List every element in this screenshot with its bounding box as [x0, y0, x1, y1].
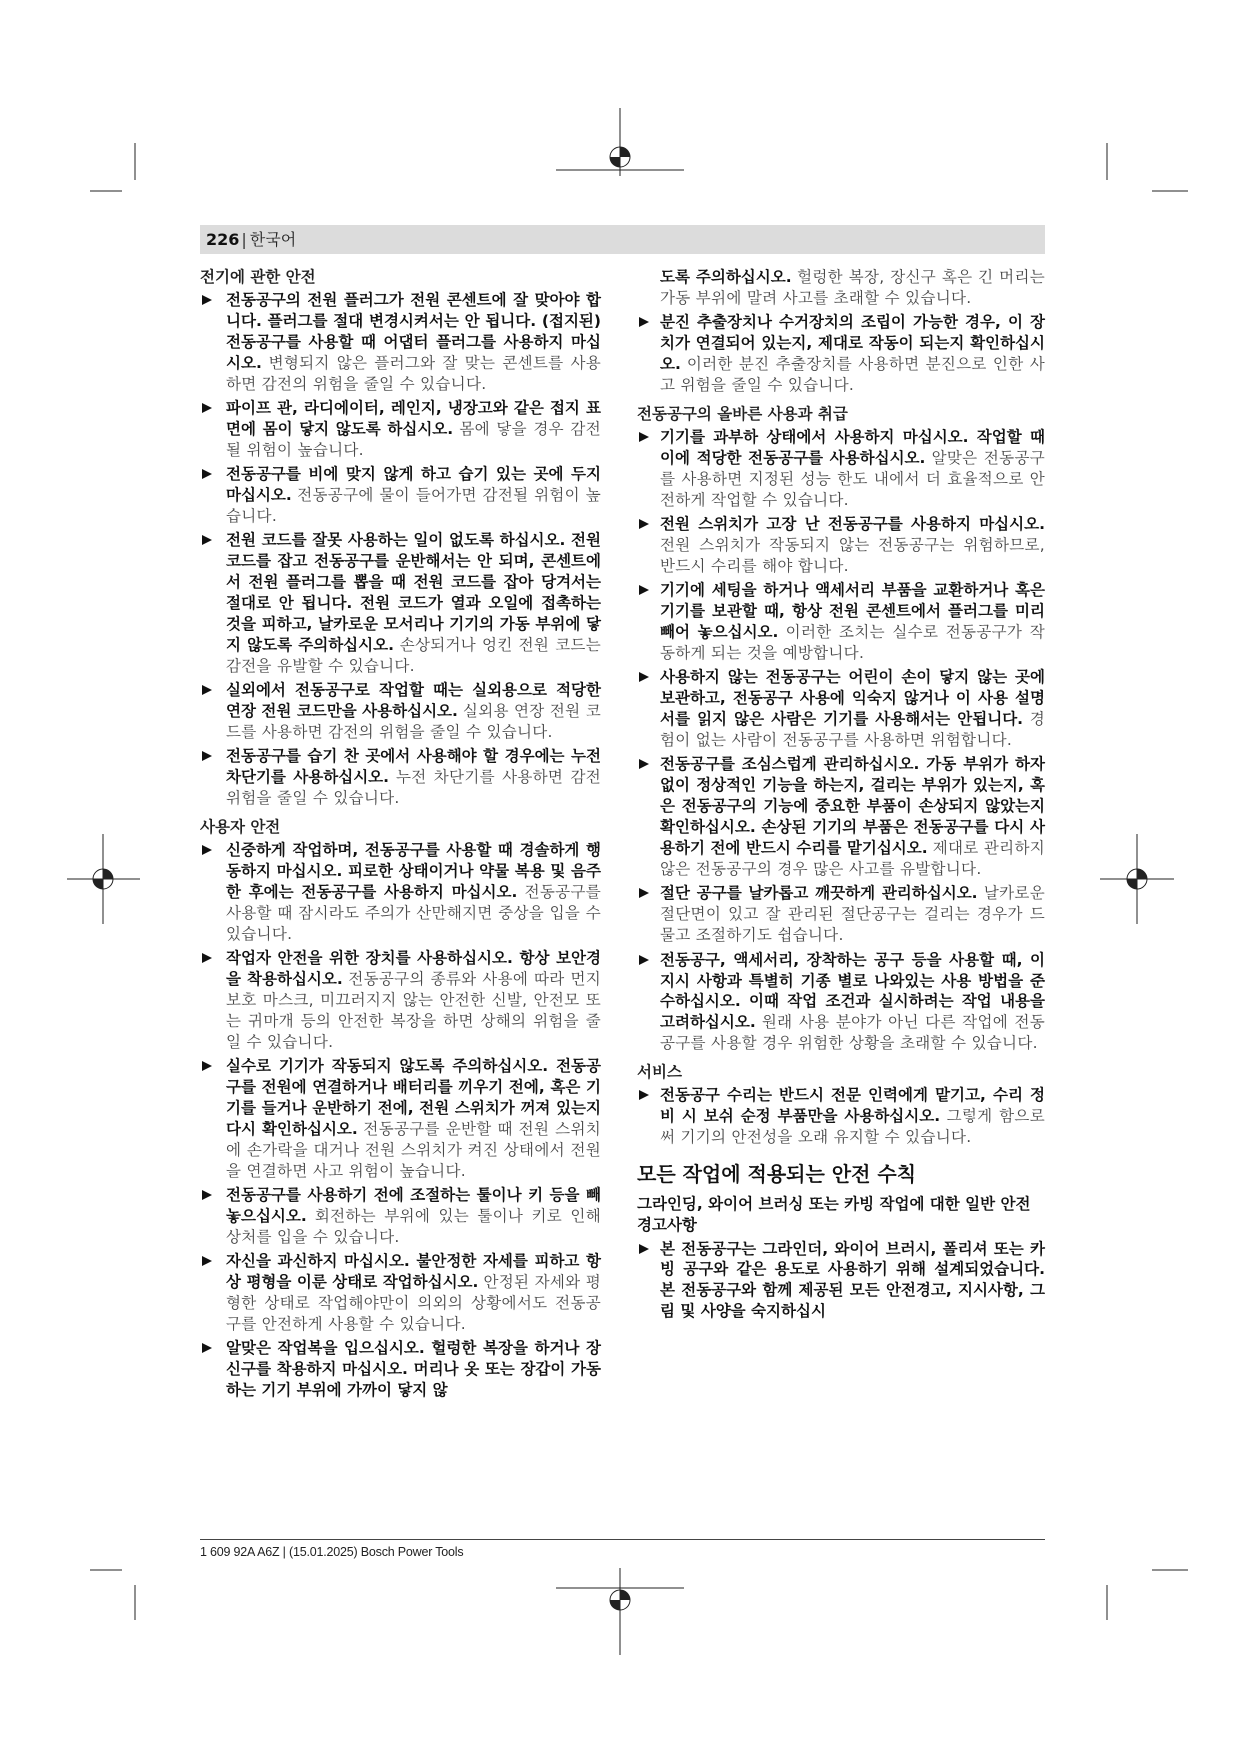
bullet-instruction: 파이프 관, 라디에이터, 레인지, 냉장고와 같은 접지 표면에 몸이 닿지 않도록 하십시오. — [226, 398, 601, 438]
page-number: 226 — [206, 230, 240, 249]
bullet-instruction: 전동공구를 사용하기 전에 조절하는 툴이나 키 등을 빼 놓으십시오. — [226, 1186, 601, 1225]
bullet-explanation: 헐렁한 복장, 장신구 혹은 긴 머리는 가동 부위에 말려 사고를 초래할 수 있습니다. — [660, 268, 1046, 307]
bullet-explanation: 누전 차단기를 사용하면 감전 위험을 줄일 수 있습니다. — [226, 768, 601, 808]
registration-wedge — [610, 157, 620, 167]
bullet-item — [200, 948, 601, 1053]
bullet-triangle-icon — [639, 672, 649, 682]
bullet-item — [637, 883, 1045, 946]
bullet-explanation: 실외용 연장 전원 코드를 사용하면 감전의 위험을 줄일 수 있습니다. — [226, 702, 601, 742]
header-separator: | — [241, 230, 247, 249]
registration-wedge — [1137, 869, 1147, 879]
bullet-explanation: 전동공구에 물이 들어가면 감전될 위험이 높습니다. — [226, 486, 601, 525]
bullet-instruction: 신중하게 작업하며, 전동공구를 사용할 때 경솔하게 행동하지 마십시오. 피로한 상태이거나 약물 복용 및 음주한 후에는 전동공구를 사용하지 마십시오. — [226, 841, 601, 901]
bullet-triangle-icon — [202, 751, 212, 761]
registration-mark-top — [556, 108, 684, 176]
bullet-instruction: 작업자 안전을 위한 장치를 사용하십시오. 항상 보안경을 착용하십시오. — [226, 949, 601, 988]
registration-wedge — [620, 147, 630, 157]
bullet-item — [200, 290, 601, 395]
bullet-instruction: 전동공구의 전원 플러그가 전원 콘센트에 잘 맞아야 합니다. 플러그를 절대 변경시켜서는 안 됩니다. (접지된) 전동공구를 사용할 때 어댑터 플러그를 사용하지 마십시오. — [226, 290, 601, 372]
bullet-instruction: 절단 공구를 날카롭고 깨끗하게 관리하십시오. — [660, 884, 978, 903]
bullet-triangle-icon — [639, 1090, 649, 1100]
section-heading: 전동공구의 올바른 사용과 취급 — [637, 404, 848, 423]
bullet-item — [637, 950, 1045, 1055]
bullet-instruction: 분진 추출장치나 수거장치의 조립이 가능한 경우, 이 장치가 연결되어 있는지, 제대로 작동이 되는지 확인하십시오. — [660, 313, 1045, 374]
bullet-item — [200, 746, 601, 809]
bullet-instruction: 사용하지 않는 전동공구는 어린이 손이 닿지 않는 곳에 보관하고, 전동공구 사용에 익숙지 않거나 이 사용 설명서를 읽지 않은 사람은 기기를 사용해서는 안됩니다. — [660, 668, 1045, 729]
bullet-instruction: 기기를 과부하 상태에서 사용하지 마십시오. 작업할 때 이에 적당한 전동공구를 사용하십시오. — [660, 427, 1045, 467]
bullet-explanation: 원래 사용 분야가 아닌 다른 작업에 전동공구를 사용할 경우 위험한 상황을 초래할 수 있습니다. — [660, 1013, 1045, 1053]
header-language: 한국어 — [249, 230, 297, 249]
left-column — [200, 267, 601, 1405]
bullet-item — [200, 530, 601, 676]
section-heading: 사용자 안전 — [200, 818, 281, 837]
bullet-triangle-icon — [202, 403, 212, 413]
bullet-item — [200, 464, 601, 527]
bullet-triangle-icon — [639, 759, 649, 769]
bullet-triangle-icon — [202, 295, 212, 305]
bullet-item — [200, 840, 601, 945]
bullet-instruction: 본 전동공구는 그라인더, 와이어 브러시, 폴리셔 또는 카빙 공구와 같은 용도로 사용하기 위해 설계되었습니다. 본 전동공구와 함께 제공된 모든 안전경고, 지시사항, 그림 및 사양을 숙지하십시 — [660, 1239, 1045, 1321]
bullet-instruction: 실외에서 전동공구로 작업할 때는 실외용으로 적당한 연장 전원 코드만을 사용하십시오. — [226, 681, 601, 721]
bullet-triangle-icon — [202, 685, 212, 695]
bullet-explanation: 전원 스위치가 작동되지 않는 전동공구는 위험하므로, 반드시 수리를 해야 합니다. — [660, 535, 1045, 575]
bullet-item — [637, 312, 1045, 396]
subsection-heading: 그라인딩, 와이어 브러싱 또는 카빙 작업에 대한 일반 안전 경고사항 — [637, 1194, 1031, 1234]
bullet-instruction: 전원 코드를 잘못 사용하는 일이 없도록 하십시오. 전원 코드를 잡고 전동공구를 운반해서는 안 되며, 콘센트에서 전원 플러그를 뽑을 때 전원 코드를 잡아 당겨서는 절대로 안 됩니다. 전원 코드가 열과 오일에 접촉하는 것을 피하고, 날카로운 모서리나 기기의 가동 부위에 닿지 않도록 주의하십시오. — [226, 531, 601, 654]
bullet-triangle-icon — [202, 535, 212, 545]
bullet-instruction: 전원 스위치가 고장 난 전동공구를 사용하지 마십시오. — [660, 514, 1045, 533]
registration-wedge — [93, 879, 103, 889]
bullet-instruction: 실수로 기기가 작동되지 않도록 주의하십시오. 전동공구를 전원에 연결하거나 배터리를 끼우기 전에, 혹은 기기를 들거나 운반하기 전에, 전원 스위치가 꺼져 있는지 다시 확인하십시오. — [226, 1057, 601, 1138]
bullet-triangle-icon — [639, 585, 649, 595]
bullet-item — [637, 427, 1045, 511]
bullet-explanation: 전동공구를 운반할 때 전원 스위치에 손가락을 대거나 전원 스위치가 켜진 상태에서 전원을 연결하면 사고 위험이 높습니다. — [226, 1119, 601, 1180]
registration-wedge — [620, 1590, 630, 1600]
bullet-triangle-icon — [639, 519, 649, 529]
header-text — [206, 230, 296, 249]
bullet-instruction: 도록 주의하십시오. — [660, 268, 792, 286]
section-heading: 서비스 — [637, 1063, 682, 1082]
footer-rule — [200, 1539, 1045, 1540]
bullet-explanation: 회전하는 부위에 있는 툴이나 키로 인해 상처를 입을 수 있습니다. — [226, 1206, 601, 1246]
bullet-item — [200, 1185, 601, 1248]
bullet-triangle-icon — [639, 888, 649, 898]
bullet-instruction: 알맞은 작업복을 입으십시오. 헐렁한 복장을 하거나 장신구를 착용하지 마십시오. 머리나 옷 또는 장갑이 가동하는 기기 부위에 가까이 닿지 않 — [226, 1339, 601, 1400]
bullet-triangle-icon — [639, 432, 649, 442]
footer-text: 1 609 92A A6Z | (15.01.2025) Bosch Power Tools — [200, 1545, 464, 1559]
registration-circle — [93, 869, 113, 889]
bullet-item — [637, 1085, 1045, 1148]
bullet-instruction: 자신을 과신하지 마십시오. 불안정한 자세를 피하고 항상 평형을 이룬 상태로 작업하십시오. — [226, 1252, 601, 1292]
bullet-explanation: 몸에 닿을 경우 감전될 위험이 높습니다. — [226, 419, 601, 459]
bullet-explanation: 전동공구의 종류와 사용에 따라 먼지 보호 마스크, 미끄러지지 않는 안전한 신발, 안전모 또는 귀마개 등의 안전한 복장을 하면 상해의 위험을 줄일 수 있습니다. — [226, 970, 601, 1051]
bullet-explanation: 이러한 분진 추출장치를 사용하면 분진으로 인한 사고 위험을 줄일 수 있습니다. — [660, 355, 1045, 395]
bullet-item — [637, 754, 1045, 879]
bullet-triangle-icon — [639, 955, 649, 965]
bullet-item — [637, 667, 1045, 751]
registration-circle — [610, 147, 630, 167]
bullet-explanation: 제대로 관리하지 않은 전동공구의 경우 많은 사고를 유발합니다. — [660, 839, 1046, 878]
registration-circle — [1127, 869, 1147, 889]
registration-mark-bottom — [556, 1568, 684, 1655]
bullet-item — [637, 580, 1045, 664]
page-header — [200, 225, 1045, 254]
bullet-explanation: 안정된 자세와 평형한 상태로 작업해야만이 의외의 상황에서도 전동공구를 안전하게 사용할 수 있습니다. — [226, 1273, 601, 1333]
bullet-triangle-icon — [202, 1061, 212, 1071]
bullet-instruction: 전동공구 수리는 반드시 전문 인력에게 맡기고, 수리 정비 시 보쉬 순정 부품만을 사용하십시오. — [660, 1086, 1045, 1125]
bullet-instruction: 기기에 세팅을 하거나 액세서리 부품을 교환하거나 혹은 기기를 보관할 때, 항상 전원 콘센트에서 플러그를 미리 빼어 놓으십시오. — [660, 581, 1045, 641]
bullet-triangle-icon — [202, 953, 212, 963]
bullet-item — [200, 398, 601, 461]
bullet-explanation: 전동공구를 사용할 때 잠시라도 주의가 산만해지면 중상을 입을 수 있습니다. — [226, 882, 601, 943]
bullet-instruction: 전동공구를 습기 찬 곳에서 사용해야 할 경우에는 누전 차단기를 사용하십시오. — [226, 747, 601, 787]
bullet-explanation: 경험이 없는 사람이 전동공구를 사용하면 위험합니다. — [660, 710, 1045, 750]
bullet-item — [637, 1239, 1045, 1323]
bullet-triangle-icon — [639, 317, 649, 327]
bullet-instruction: 전동공구를 비에 맞지 않게 하고 습기 있는 곳에 두지 마십시오. — [226, 465, 601, 505]
bullet-explanation: 날카로운 절단면이 있고 잘 관리된 절단공구는 걸리는 경우가 드물고 조절하기도 쉽습니다. — [660, 884, 1045, 945]
bullet-triangle-icon — [202, 1343, 212, 1353]
chapter-title: 모든 작업에 적용되는 안전 수칙 — [637, 1161, 917, 1186]
registration-circle — [610, 1590, 630, 1610]
bullet-item — [200, 1056, 601, 1181]
bullet-item — [637, 514, 1045, 577]
bullet-triangle-icon — [639, 1244, 649, 1254]
bullet-continuation — [637, 267, 1045, 309]
registration-mark-left — [67, 834, 140, 924]
registration-mark-right — [1100, 834, 1174, 924]
section-heading: 전기에 관한 안전 — [200, 268, 316, 286]
registration-wedge — [1127, 879, 1137, 889]
bullet-triangle-icon — [202, 845, 212, 855]
bullet-explanation: 이러한 조치는 실수로 전동공구가 작동하게 되는 것을 예방합니다. — [660, 623, 1045, 662]
bullet-triangle-icon — [202, 469, 212, 479]
registration-wedge — [610, 1600, 620, 1610]
bullet-explanation: 손상되거나 엉킨 전원 코드는 감전을 유발할 수 있습니다. — [226, 635, 601, 675]
bullet-explanation: 알맞은 전동공구를 사용하면 지정된 성능 한도 내에서 더 효율적으로 안전하게 작업할 수 있습니다. — [660, 448, 1045, 509]
bullet-item — [200, 1251, 601, 1335]
bullet-item — [200, 1338, 601, 1401]
bullet-instruction: 전동공구를 조심스럽게 관리하십시오. 가동 부위가 하자 없이 정상적인 기능을 하는지, 걸리는 부위가 있는지, 혹은 전동공구의 기능에 중요한 부품이 손상되지 않았는지 확인하십시오. 손상된 기기의 부품은 전동공구를 다시 사용하기 전에 반드시 수리를 맡기십시오. — [660, 755, 1045, 858]
bullet-instruction: 전동공구, 액세서리, 장착하는 공구 등을 사용할 때, 이 지시 사항과 특별히 기종 별로 나와있는 사용 방법을 준수하십시오. 이때 작업 조건과 실시하려는 작업 내용을 고려하십시오. — [660, 950, 1045, 1032]
bullet-item — [200, 680, 601, 743]
registration-wedge — [103, 869, 113, 879]
right-column — [637, 267, 1045, 1326]
bullet-explanation: 그렇게 함으로써 기기의 안전성을 오래 유지할 수 있습니다. — [660, 1106, 1045, 1146]
bullet-triangle-icon — [202, 1256, 212, 1266]
bullet-triangle-icon — [202, 1190, 212, 1200]
bullet-explanation: 변형되지 않은 플러그와 잘 맞는 콘센트를 사용하면 감전의 위험을 줄일 수 있습니다. — [226, 353, 601, 393]
